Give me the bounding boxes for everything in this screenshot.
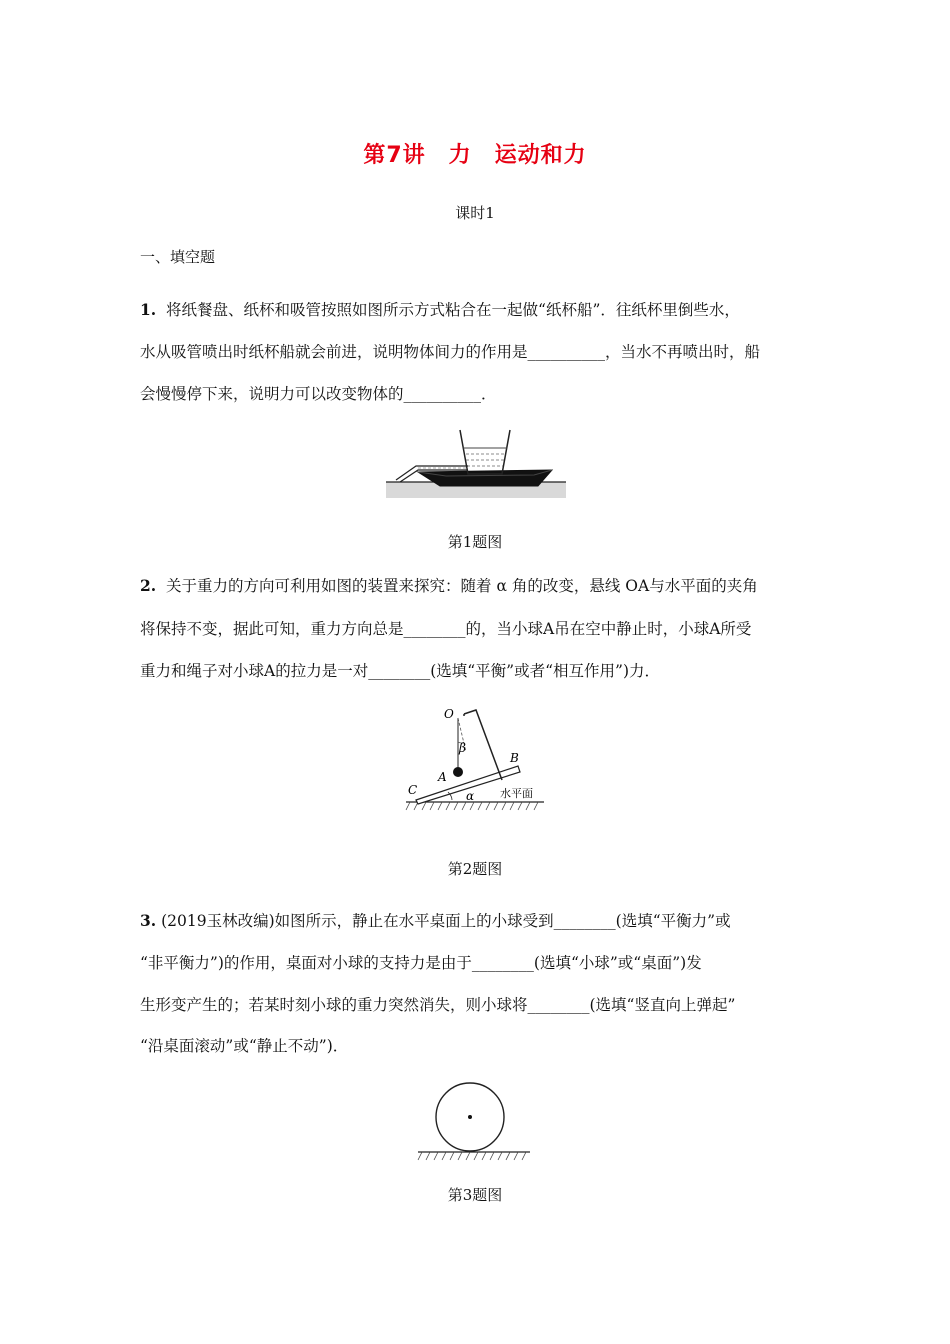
question-3-text-1: (2019玉林改编)如图所示，静止在水平桌面上的小球受到________(选填“平衡力”或 — [161, 912, 731, 930]
question-3-line-2: “非平衡力”)的作用，桌面对小球的支持力是由于________(选填“小球”或“桌面”)发 — [140, 954, 702, 972]
lesson-subtitle: 课时1 — [455, 204, 495, 222]
fig2-stand — [464, 710, 502, 780]
fig2-label-C: C — [408, 783, 418, 797]
question-1-line-1 — [140, 300, 812, 320]
question-3-line-1 — [140, 911, 812, 931]
fig1-boat — [418, 470, 552, 486]
question-1-line-2: 水从吸管喷出时纸杯船就会前进，说明物体间力的作用是__________，当水不再喷出时，船 — [140, 343, 761, 361]
figure-2-caption: 第2题图 — [447, 860, 503, 878]
fig3-center-dot — [468, 1115, 472, 1119]
question-3-number: 3. — [140, 911, 157, 930]
fig2-label-B: B — [510, 751, 519, 765]
fig2-label-O: O — [444, 707, 454, 721]
figure-1-caption: 第1题图 — [447, 533, 503, 551]
figure-2-gravity-apparatus — [404, 702, 554, 814]
fig2-label-beta: β — [459, 741, 466, 755]
figure-3-ball-on-table — [416, 1080, 534, 1164]
question-1-text-1: 将纸餐盘、纸杯和吸管按照如图所示方式粘合在一起做“纸杯船”．往纸杯里倒些水， — [166, 301, 740, 319]
fig1-cup — [460, 430, 510, 474]
fig2-ball — [453, 767, 463, 777]
figure-3-caption: 第3题图 — [447, 1186, 503, 1204]
question-1-number: 1. — [140, 300, 157, 319]
question-2-line-1 — [140, 576, 812, 596]
question-3-line-3: 生形变产生的；若某时刻小球的重力突然消失，则小球将________(选填“竖直向上弹起” — [140, 996, 736, 1014]
fig2-label-ground: 水平面 — [500, 787, 533, 800]
question-2-line-2: 将保持不变，据此可知，重力方向总是________的，当小球A吊在空中静止时，小球A所受 — [140, 620, 752, 638]
figure-1-paper-cup-boat — [384, 428, 570, 500]
question-2-line-3: 重力和绳子对小球A的拉力是一对________(选填“平衡”或者“相互作用”)力． — [140, 662, 660, 680]
question-3-line-4: “沿桌面滚动”或“静止不动”)． — [140, 1037, 349, 1055]
fig2-label-A: A — [438, 770, 447, 784]
page-title: 第7讲 力 运动和力 — [363, 143, 587, 168]
question-2-text-1: 关于重力的方向可利用如图的装置来探究：随着 α 角的改变，悬线 OA与水平面的夹角 — [166, 577, 758, 595]
section-heading: 一、填空题 — [140, 248, 216, 266]
fig2-label-alpha: α — [466, 789, 475, 803]
question-1-line-3: 会慢慢停下来，说明力可以改变物体的__________． — [140, 385, 497, 403]
question-2-number: 2. — [140, 576, 157, 595]
